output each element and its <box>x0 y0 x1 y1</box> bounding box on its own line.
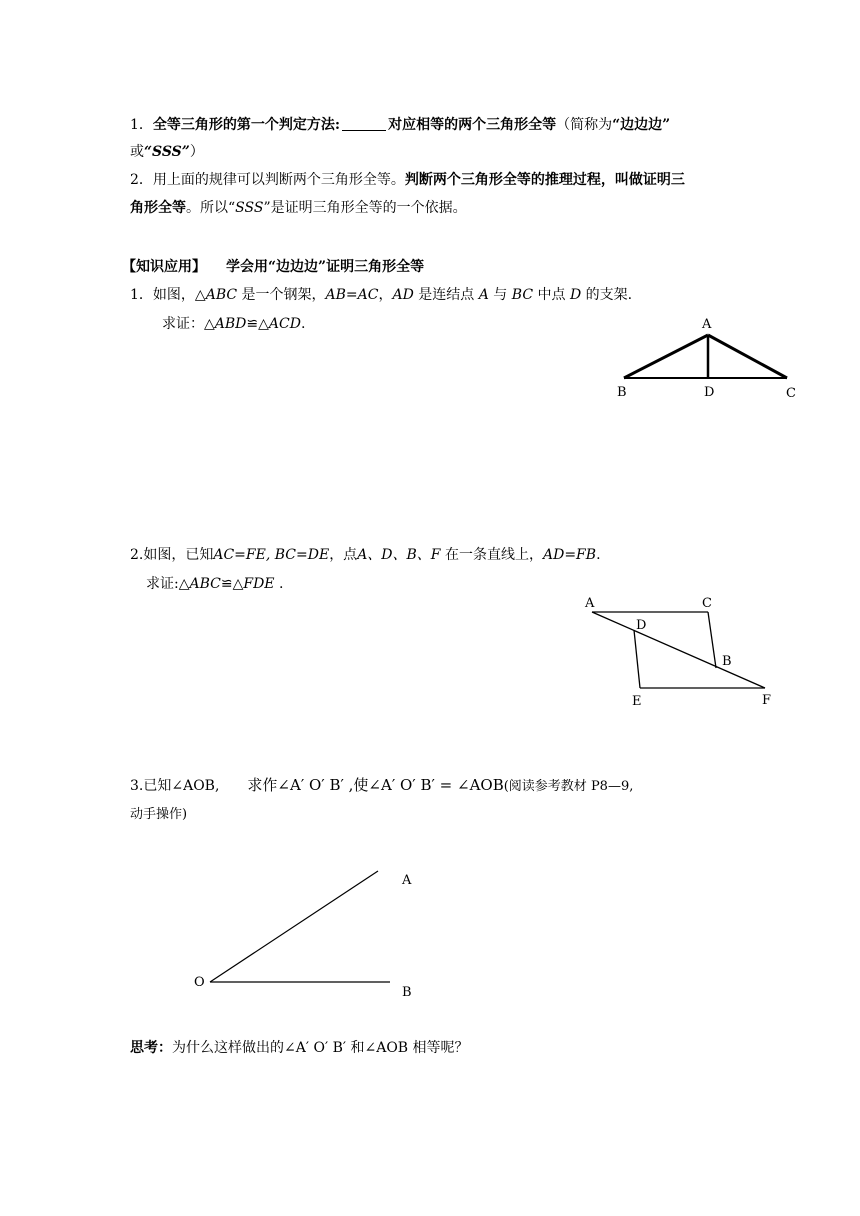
plain-text: ”是证明三角形全等的一个依据。 <box>263 200 467 216</box>
ray-oa <box>210 871 378 982</box>
label-f: F <box>762 693 772 708</box>
label-c: C <box>786 386 796 401</box>
math-text: ABD <box>214 316 247 332</box>
item-number: 2． <box>130 172 153 188</box>
plain-text: ，点 <box>329 547 358 563</box>
plain-text: . <box>300 316 306 332</box>
plain-text: 用上面的规律可以判断两个三角形全等。 <box>152 172 405 188</box>
plain-text: 如图，△ <box>152 287 206 303</box>
label-a: A <box>702 317 712 332</box>
plain-text: 2.如图，已知 <box>130 547 214 563</box>
label-b: B <box>617 385 627 400</box>
plain-text: ≌△ <box>246 316 269 332</box>
plain-text: 求证：△ <box>162 316 215 332</box>
label-d: D <box>636 618 647 633</box>
plain-text: 是连结点 <box>413 287 479 303</box>
segment-de <box>634 630 640 688</box>
problem-2-statement <box>130 545 601 565</box>
segment-ac <box>708 335 787 378</box>
plain-text: . <box>274 576 284 592</box>
plain-text: 求作∠A′ O′ B′ ,使∠A′ O′ B′ = ∠AOB <box>247 776 504 794</box>
think-question <box>130 1038 469 1058</box>
bold-text: 角形全等 <box>130 200 186 216</box>
math-text: ABC <box>205 287 238 303</box>
math-text: A <box>478 287 489 303</box>
plain-text: 3.已知∠AOB, <box>130 778 220 794</box>
problem-3-line-2 <box>130 805 187 825</box>
problem-3-statement <box>130 775 633 797</box>
plain-text: ≌△ <box>220 576 244 592</box>
section-subtitle: 学会用“边边边”证明三角形全等 <box>226 259 425 275</box>
segment-ab <box>624 335 708 378</box>
math-text: ABC <box>189 576 221 592</box>
math-text: AD=FB <box>542 547 597 563</box>
plain-text: 动手操作) <box>130 807 188 822</box>
label-o: O <box>194 975 205 990</box>
plain-text: (阅读参考教材 P8—9, <box>503 779 634 794</box>
think-text: 为什么这样做出的∠A′ O′ B′ 和∠AOB 相等呢？ <box>172 1040 469 1056</box>
math-text: BC <box>511 287 534 303</box>
plain-text: ， <box>378 287 393 303</box>
item-number: 1． <box>130 287 153 303</box>
plain-text: 或 <box>130 144 144 160</box>
label-b: B <box>722 654 732 669</box>
item-number: 1． <box>130 117 153 133</box>
plain-text: （简称为 <box>556 117 613 133</box>
plain-text: 中点 <box>533 287 570 303</box>
section-label: 【知识应用】 <box>122 259 206 275</box>
think-label: 思考： <box>130 1040 172 1056</box>
italic-text: SSS <box>235 200 264 216</box>
math-text: AB=AC <box>325 287 379 303</box>
label-e: E <box>632 694 642 709</box>
label-b: B <box>402 985 412 1000</box>
plain-text: ） <box>189 144 204 160</box>
bold-text: “边边边” <box>612 117 671 133</box>
plain-text: 是一个钢架， <box>237 287 326 303</box>
label-c: C <box>702 596 712 611</box>
segment-af <box>592 612 765 688</box>
math-text: AD <box>392 287 414 303</box>
bold-text: 对应相等的两个三角形全等 <box>388 117 557 133</box>
math-text: ACD <box>268 316 301 332</box>
math-text: AC=FE, BC=DE <box>213 547 330 563</box>
label-a: A <box>402 873 412 888</box>
plain-text: 在一条直线上， <box>440 547 543 563</box>
math-text: A、D、B、F <box>357 547 441 563</box>
bold-text: 全等三角形的第一个判定方法: <box>152 117 341 133</box>
plain-text: 的支架. <box>581 287 633 303</box>
plain-text: 求证:△ <box>146 576 190 592</box>
plain-text: . <box>596 547 601 563</box>
plain-text: 与 <box>488 287 512 303</box>
plain-text: 。所以“ <box>186 200 236 216</box>
segment-cb <box>708 612 716 668</box>
math-text: FDE <box>243 576 275 592</box>
label-a: A <box>585 596 595 611</box>
bold-text: “SSS” <box>144 144 190 160</box>
bold-text: 判断两个三角形全等的推理过程，叫做证明三 <box>404 172 685 188</box>
problem-2-prove <box>146 574 283 594</box>
math-text: D <box>569 287 582 303</box>
label-d: D <box>704 385 715 400</box>
